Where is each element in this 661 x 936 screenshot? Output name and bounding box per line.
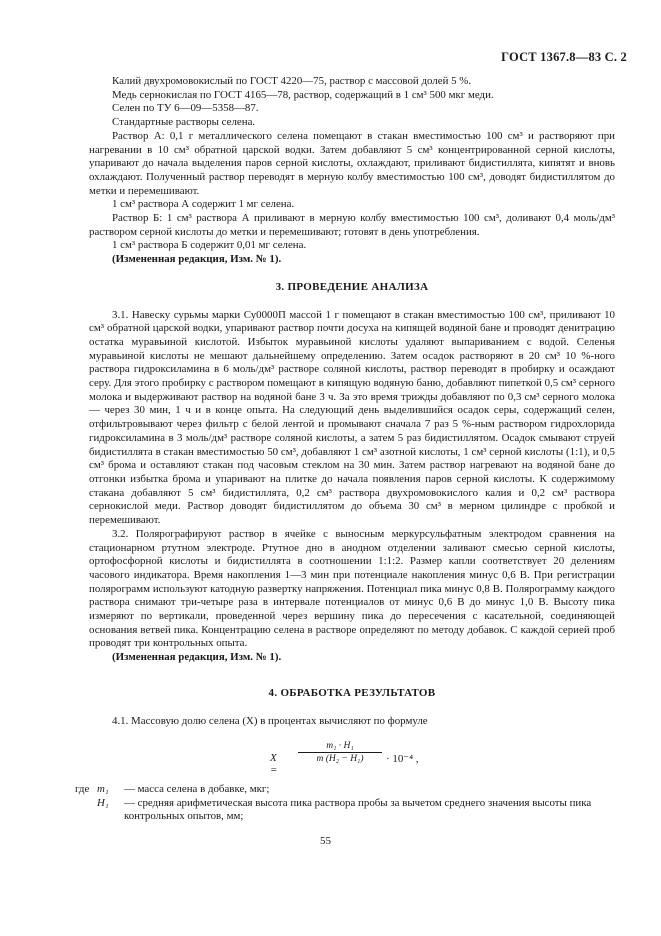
paragraph-4-1: 4.1. Массовую долю селена (X) в процентах вычисляют по формуле (112, 714, 428, 727)
solution-b-paragraph: Раствор Б: 1 см³ раствора А приливают в мерную колбу вместимостью 100 см³, доливают 0,4 моль/дм³ раствором серной кислоты до метки и перемешивают; готовят в день употребления. (89, 212, 615, 238)
paragraph-3-2: 3.2. Полярографируют раствор в ячейке с выносным меркурсульфатным электродом сравнения на стационарном ртутном электроде. Ртутное дно в анодном отделении заливают смесью серной кислоты, ортофосфорной кислоты и бидистиллята в соотношении 1:1:2. Размер капли соответствует 20 делениям часового индикатора. Время накопления 1—3 мин при потенциале накопления минус 0,6 В. При регистрации полярограмм используют катодную развертку напряжения. Потенциал пика минус 0,8 В. Полярограмму каждого раствора снимают три-четыре раза в интервале потенциалов от минус 0,6 В до минус 1,0 В. Высоту пика измеряют по вертикали, проведенной через вершину пика до пересечения с касательной, соединяющей основания ветвей пика. Концентрацию селена в растворе определяют по методу добавок. С каждой серией проб проводят три контрольных опыта. (89, 527, 615, 650)
legend-row (89, 797, 615, 824)
reagent-line: Калий двухромовокислый по ГОСТ 4220—75, раствор с массовой долей 5 %. (112, 75, 472, 87)
reagent-line: Медь сернокислая по ГОСТ 4165—78, раствор, содержащий в 1 см³ 500 мкг меди. (112, 88, 494, 101)
formula-denominator: m (H₂ − H₁) (316, 754, 364, 764)
amendment-note: (Измененная редакция, Изм. № 1). (112, 651, 282, 664)
paragraph-3-1: 3.1. Навеску сурьмы марки Су0000П массой 1 г помещают в стакан вместимостью 100 см³, приливают 10 см³ обратной царской водки, упаривают раствор почти досуха на кипящей водяной бане и проводят денитрацию остатка муравьиной кислотой. Избыток муравьиной кислоты удаляют выпариванием с водой. Селенья муравьиной кислоты не мешают дальнейшему определению. Затем осадок растворяют в 20 см³ 10 %-ного раствора гидроксиламина в 6 моль/дм³ растворе соляной кислоты, раствор переводят в пробирку и осаждают серу. Для этого пробирку с раствором помещают в кипящую водяную баню, добавляют пипеткой 0,5 см³ серного молока и выдерживают раствор на водяной бане 3 ч. За это время трижды добавляют по 0,3 см³ серного молока — через 30 мин, 1 ч и в конце опыта. На следующий день выделившийся осадок серы, содержащий селен, отфильтровывают через фильтр с белой лентой и промывают сначала 7 раз 5 %-ным раствором гидрохлорида гидроксиламина в 3 моль/дм³ растворе соляной кислоты, а затем 5 раз бидистиллятом. Осадок смывают струей бидистиллята в стакан вместимостью 50 см³, добавляют 1 см³ азотной кислоты, 1 см³ серной кислоты (1:1), и 0,5 см³ брома и оставляют стакан под часовым стеклом на 30 мин. Затем раствор нагревают на водяной бане до отгонки избытка брома и упаривают на плитке до начала появления паров серной кислоты. К содержимому стакана добавляют 5 см³ бидистиллята, 0,2 см³ раствора двухромовокислого калия и 0,2 см³ раствора сернокислой меди. Раствор доводят бидистиллятом до объема 30 см³ в мерном цилиндре с пробкой и перемешивают. (89, 308, 615, 527)
formula-numerator: m₁ · H₁ (298, 741, 382, 753)
solution-a-paragraph: Раствор А: 0,1 г металлического селена помещают в стакан вместимостью 100 см³ и растворяют при нагревании в 10 см³ обратной царской водки. Затем добавляют 5 см³ концентрированной серной кислоты, упаривают до начала выделения паров серной кислоты, охлаждают, приливают бидистиллята, кипятят и вновь охлаждают. Полученный раствор переводят в мерную колбу вместимостью 100 см³, доводят бидистиллятом до метки и перемешивают. (89, 129, 615, 197)
section-3-title: 3. ПРОВЕДЕНИЕ АНАЛИЗА (275, 280, 429, 293)
legend-prefix: где (75, 783, 90, 795)
solution-a-contains: 1 см³ раствора А содержит 1 мг селена. (112, 198, 295, 211)
page-number: 55 (320, 835, 331, 847)
document-body (89, 75, 615, 728)
solution-b-contains: 1 см³ раствора Б содержит 0,01 мг селена. (112, 239, 307, 252)
legend-text: — масса селена в добавке, мкг; (124, 783, 270, 795)
formula-lhs: X = (270, 752, 278, 776)
formula-fraction (298, 741, 382, 764)
legend-row (75, 783, 615, 797)
reagent-line: Стандартные растворы селена. (112, 116, 256, 129)
legend-symbol: m₁ (97, 783, 109, 795)
formula-multiplier: · 10⁻⁴ , (386, 753, 419, 765)
legend-symbol: H₁ (97, 796, 109, 809)
page-header: ГОСТ 1367.8—83 С. 2 (501, 50, 627, 64)
reagent-line: Селен по ТУ 6—09—5358—87. (112, 102, 259, 115)
section-4-title: 4. ОБРАБОТКА РЕЗУЛЬТАТОВ (268, 686, 436, 699)
formula-legend (75, 783, 615, 824)
legend-text: — средняя арифметическая высота пика раствора пробы за вычетом среднего значения высоты пика контрольных опытов, мм; (124, 796, 592, 823)
amendment-note: (Измененная редакция, Изм. № 1). (112, 253, 282, 266)
